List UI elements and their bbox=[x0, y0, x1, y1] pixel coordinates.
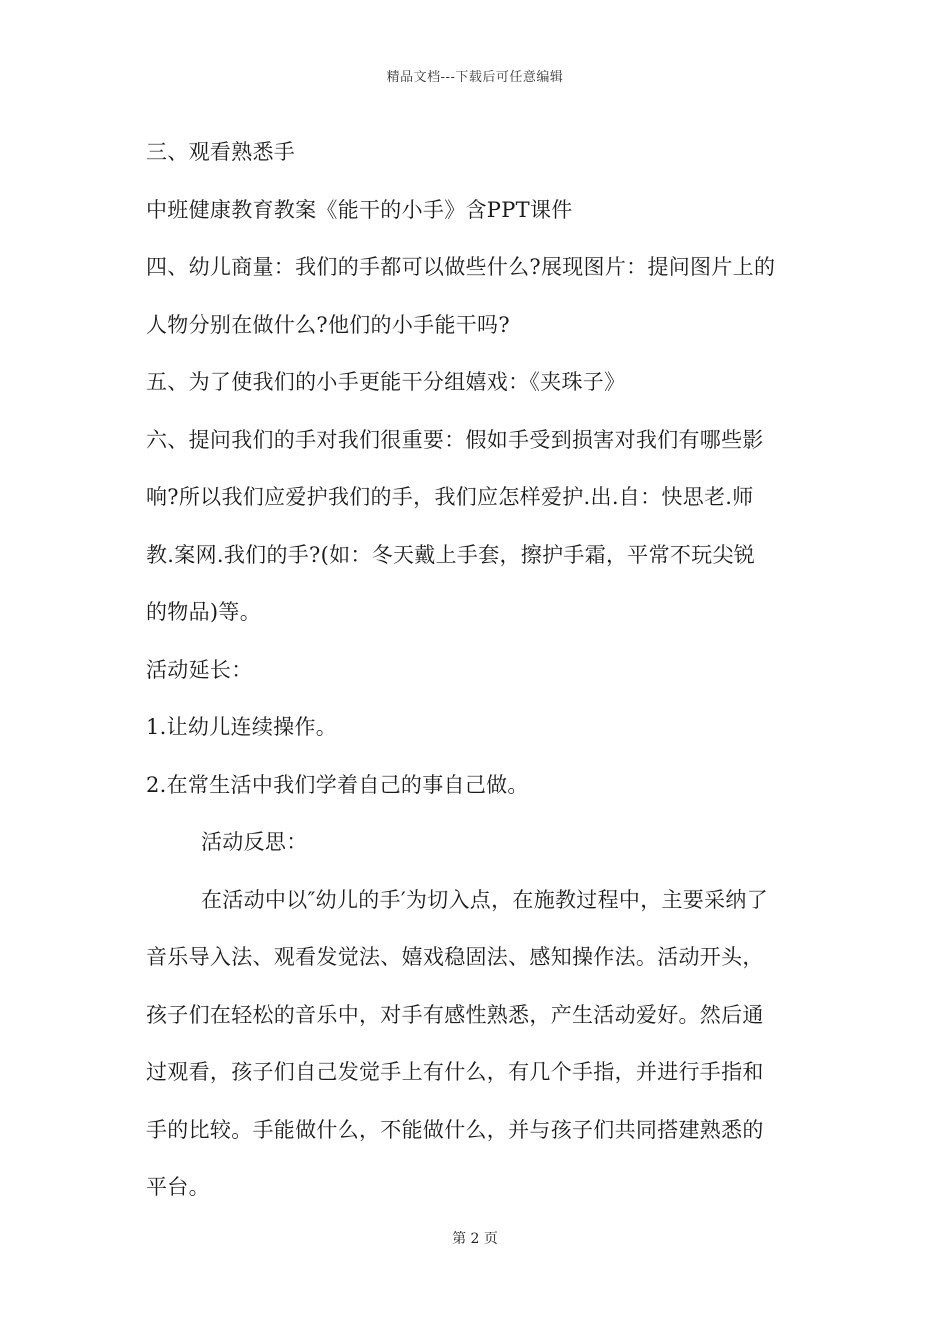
list-item: 1.让幼儿连续操作。 bbox=[146, 715, 338, 739]
paragraph-line: 音乐导入法、观看发觉法、嬉戏稳固法、感知操作法。活动开头， bbox=[146, 945, 764, 969]
paragraph-line: 孩子们在轻松的音乐中，对手有感性熟悉，产生活动爱好。然后通 bbox=[146, 1002, 764, 1027]
paragraph-line: 在活动中以″幼儿的手′为切入点，在施教过程中，主要采纳了 bbox=[201, 887, 769, 912]
section-heading-reflection: 活动反思： bbox=[201, 830, 308, 854]
paragraph-line: 人物分别在做什么?他们的小手能干吗? bbox=[146, 312, 510, 337]
section-heading-3: 三、观看熟悉手 bbox=[146, 140, 296, 164]
document-title-line: 中班健康教育教案《能干的小手》含PPT课件 bbox=[146, 197, 573, 222]
paragraph-line: 手的比较。手能做什么，不能做什么，并与孩子们共同搭建熟悉的 bbox=[146, 1117, 764, 1142]
section-heading-extension: 活动延长： bbox=[146, 657, 253, 682]
list-item: 2.在常生活中我们学着自己的事自己做。 bbox=[146, 772, 529, 797]
paragraph-line: 平台。 bbox=[146, 1175, 210, 1199]
paragraph-line: 响?所以我们应爱护我们的手，我们应怎样爱护.出.自：快思老.师 bbox=[146, 485, 754, 509]
paragraph-line: 教.案网.我们的手?(如：冬天戴上手套，擦护手霜，平常不玩尖锐 bbox=[146, 542, 756, 567]
paragraph-line: 四、幼儿商量：我们的手都可以做些什么?展现图片：提问图片上的 bbox=[146, 255, 776, 279]
paragraph-line: 过观看，孩子们自己发觉手上有什么，有几个手指，并进行手指和 bbox=[146, 1060, 764, 1084]
page-number: 第 2 页 bbox=[452, 1231, 498, 1247]
paragraph-line: 六、提问我们的手对我们很重要：假如手受到损害对我们有哪些影 bbox=[146, 427, 764, 452]
page-header: 精品文档---下载后可任意编辑 bbox=[386, 70, 564, 85]
paragraph-line: 五、为了使我们的小手更能干分组嬉戏：《夹珠子》 bbox=[146, 370, 626, 394]
document-body bbox=[146, 130, 814, 1223]
paragraph-line: 的物品)等。 bbox=[146, 600, 261, 624]
